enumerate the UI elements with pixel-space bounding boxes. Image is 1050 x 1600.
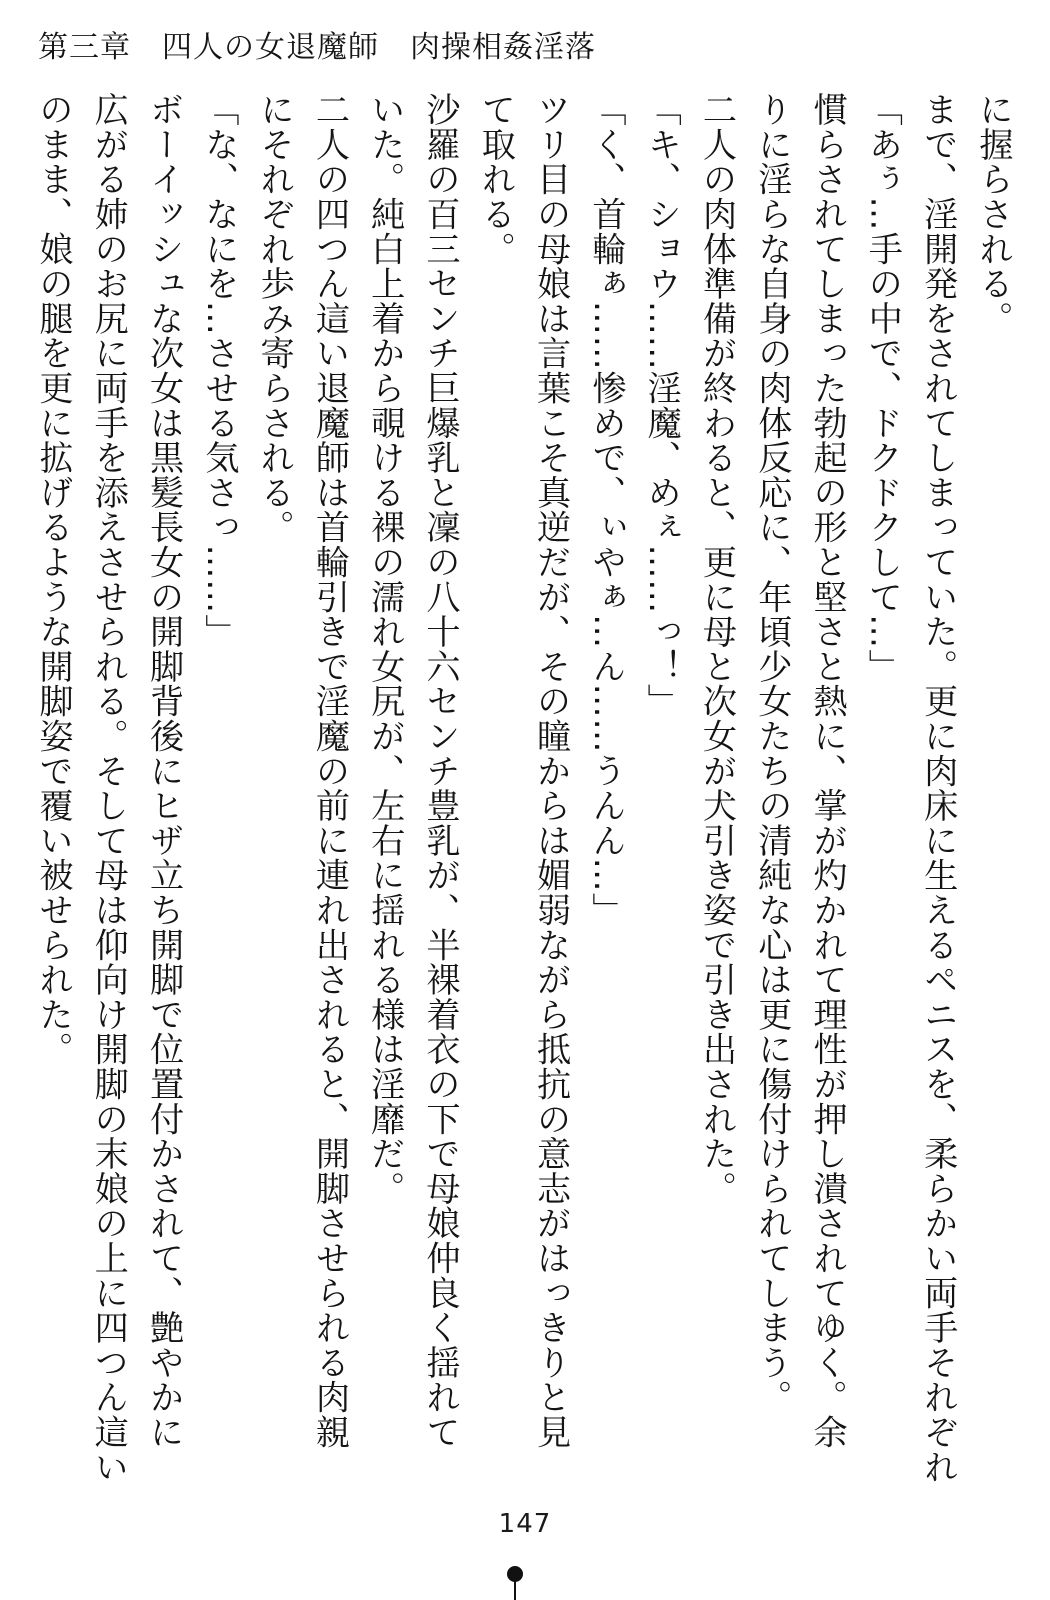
page-number: 147 (498, 1509, 552, 1539)
text-line: のまま、娘の腿を更に拡げるような開脚姿で覆い被せられた。 (32, 92, 73, 1067)
body-text (30, 92, 1020, 1512)
text-line: りに淫らな自身の肉体反応に、年頃少女たちの清純な心は更に傷付けられてしまう。 (751, 92, 792, 1415)
text-line: 二人の肉体準備が終わると、更に母と次女が犬引き姿で引き出された。 (696, 92, 737, 1206)
page-marker-stem (514, 1580, 516, 1600)
text-line: いた。純白上着から覗ける裸の濡れ女尻が、左右に揺れる様は淫靡だ。 (364, 92, 405, 1206)
text-line: 広がる姉のお尻に両手を添えさせられる。そして母は仰向け開脚の末娘の上に四つん這い (88, 92, 129, 1484)
text-line: 「あぅ…手の中で、ドクドクして…」 (862, 92, 903, 684)
text-line: 慣らされてしまった勃起の形と堅さと熱に、掌が灼かれて理性が押し潰されてゆく。余 (807, 92, 848, 1450)
text-line: に握らされる。 (973, 92, 1013, 336)
text-line: て取れる。 (475, 92, 516, 266)
text-line: 「キ、ショウ……淫魔、めぇ……っ！」 (641, 92, 682, 719)
text-line: まで、淫開発をされてしまっていた。更に肉床に生えるペニスを、柔らかい両手それぞれ (917, 92, 958, 1484)
text-line: 二人の四つん這い退魔師は首輪引きで淫魔の前に連れ出されると、開脚させられる肉親 (309, 92, 350, 1450)
running-head: 第三章 四人の女退魔師 肉操相姦淫落 (38, 30, 596, 65)
text-line: にそれぞれ歩み寄らされる。 (254, 92, 295, 545)
text-line: ボーイッシュな次女は黒髪長女の開脚背後にヒザ立ち開脚で位置付かされて、艶やかに (143, 92, 184, 1450)
text-line: 「な、なにを…させる気さっ……」 (198, 92, 239, 649)
text-line: ツリ目の母娘は言葉こそ真逆だが、その瞳からは媚弱ながら抵抗の意志がはっきりと見 (530, 92, 571, 1450)
text-line: 沙羅の百三センチ巨爆乳と凜の八十六センチ豊乳が、半裸着衣の下で母娘仲良く揺れて (420, 92, 461, 1450)
text-line: 「く、首輪ぁ……惨めで、ぃやぁ…ん……うんん…」 (585, 92, 626, 928)
